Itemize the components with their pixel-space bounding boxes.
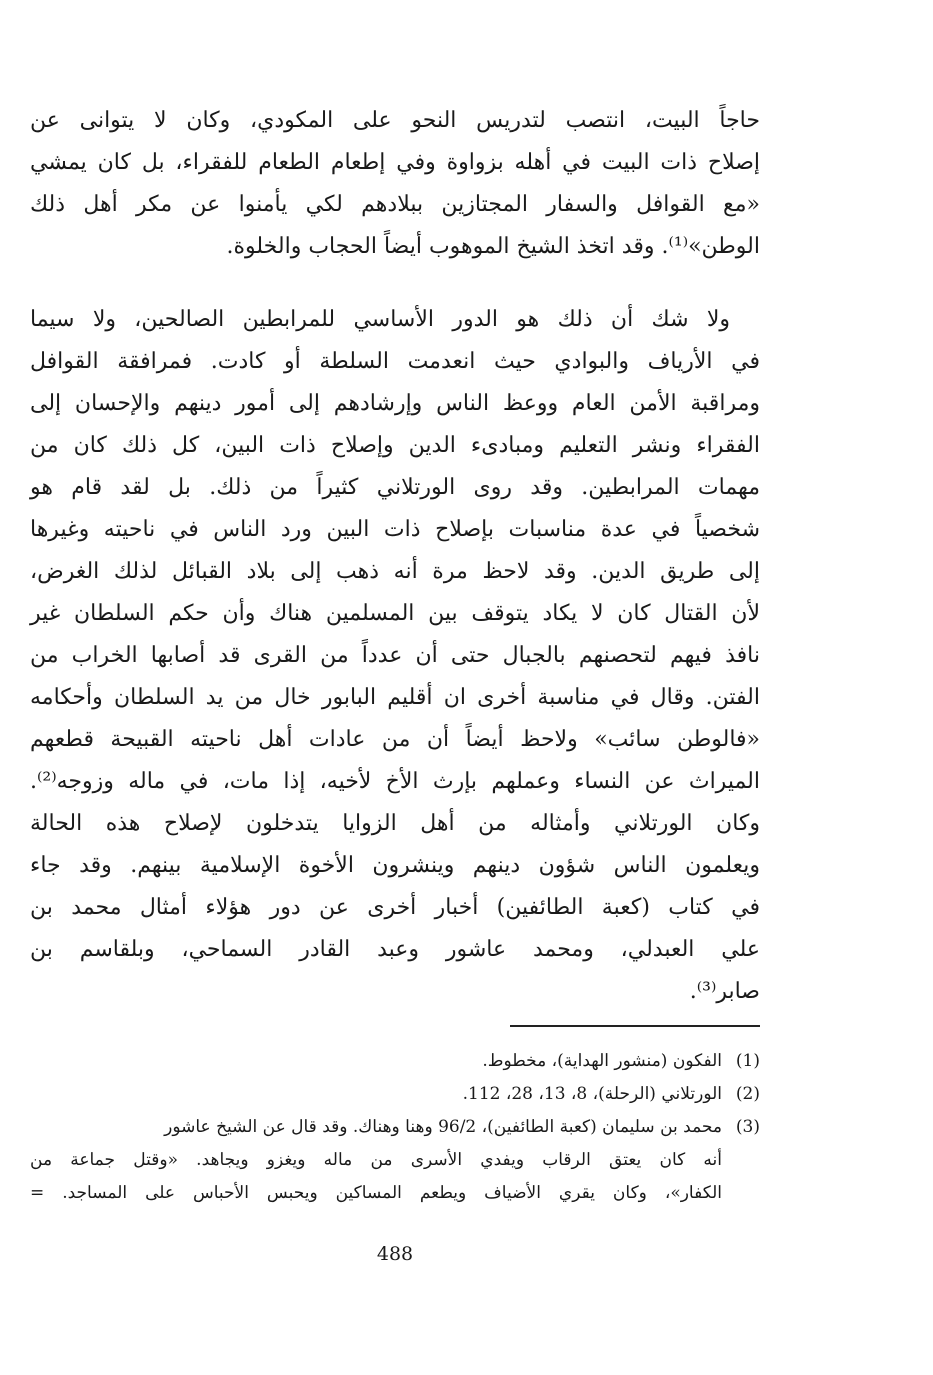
text-line: ويعلمون الناس شؤون دينهم وينشرون الأخوة الإسلامية بينهم. وقد جاء [30, 853, 760, 878]
text-line: وكان الورتلاني وأمثاله من أهل الزوايا يتدخلون لإصلاح هذه الحالة [30, 811, 760, 836]
text-line: الفتن. وقال في مناسبة أخرى ان أقليم البابور خال من يد السلطان وأحكامه [30, 685, 760, 710]
footnote-number: (2) [735, 1084, 760, 1104]
text-line: شخصياً في عدة مناسبات بإصلاح ذات البين ورد الناس في ناحيته وغيرها [30, 517, 760, 542]
text-line: إصلاح ذات البيت في أهله بزواوة وفي إطعام الطعام للفقراء، بل كان يمشي [30, 150, 760, 175]
footnote-2 [30, 1078, 760, 1111]
text-line: لأن القتال كان لا يكاد يتوقف بين المسلمين هناك وأن حكم السلطان غير [30, 601, 760, 626]
footnote-number: (1) [735, 1051, 760, 1071]
footnote-3-continuation: الكفار»، وكان يقري الأضياف ويطعم المساكين ويحبس الأحباس على المساجد. = [30, 1183, 722, 1203]
text-line: مهمات المرابطين. وقد روى الورتلاني كثيراً من ذلك. بل لقد قام هو [30, 475, 760, 500]
text-line: حاجاً البيت، انتصب لتدريس النحو على المكودي، وكان لا يتوانى عن [30, 108, 760, 133]
footnote-1 [30, 1045, 760, 1078]
text-line: الوطن»⁽¹⁾. وقد اتخذ الشيخ الموهوب أيضاً الحجاب والخلوة. [226, 234, 760, 259]
body-paragraph-1 [30, 100, 760, 268]
text-line: «مع القوافل والسفار المجتازين ببلادهم لكي يأمنوا عن مكر أهل ذلك [30, 192, 760, 217]
text-line: صابر⁽³⁾. [689, 979, 760, 1004]
footnote-divider [510, 1025, 760, 1027]
page-number: 488 [376, 1243, 414, 1265]
footnote-text: الورتلاني (الرحلة)، 8، 13، 28، 112. [462, 1084, 722, 1104]
text-line: الفقراء ونشر التعليم ومبادىء الدين وإصلاح ذات البين، كل ذلك كان من [30, 433, 760, 458]
footnote-3-continuation: أنه كان يعتق الرقاب ويفدي الأسرى من ماله ويغزو ويجاهد. «وقتل جماعة من [30, 1150, 722, 1170]
footnote-number: (3) [735, 1117, 760, 1137]
text-line: في كتاب (كعبة الطائفين) أخبار أخرى عن دور هؤلاء أمثال محمد بن [30, 895, 760, 920]
footnote-text: الفكون (منشور الهداية)، مخطوط. [482, 1051, 722, 1071]
footnotes [30, 1045, 760, 1210]
footnote-text: محمد بن سليمان (كعبة الطائفين)، 96/2 وهنا وهناك. وقد قال عن الشيخ عاشور [164, 1117, 722, 1137]
text-line: «فالوطن سائب» ولاحظ أيضاً أن من عادات أهل ناحيته القبيحة قطعهم [30, 727, 760, 752]
text-line: الميراث عن النساء وعملهم بإرث الأخ لأخيه، إذا مات، في ماله وزوجه⁽²⁾. [30, 769, 760, 794]
text-line: نافذ فيهم لتحصنهم بالجبال حتى أن عدداً من القرى قد أصابها الخراب من [30, 643, 760, 668]
footnote-3 [30, 1111, 760, 1144]
book-page [30, 100, 760, 1350]
text-line: في الأرياف والبوادي حيث انعدمت السلطة أو كادت. فمرافقة القوافل [30, 349, 760, 374]
text-line: ومراقبة الأمن العام ووعظ الناس وإرشادهم إلى أمور دينهم والإحسان إلى [30, 391, 760, 416]
body-paragraph-2 [30, 299, 760, 1013]
text-line: إلى طريق الدين. وقد لاحظ مرة أنه ذهب إلى بلاد القبائل لذلك الغرض، [30, 559, 760, 584]
text-line: علي العبدلي، ومحمد عاشور وعبد القادر السماحي، وبلقاسم بن [30, 937, 760, 962]
text-line: ولا شك أن ذلك هو الدور الأساسي للمرابطين الصالحين، ولا سيما [30, 307, 730, 332]
